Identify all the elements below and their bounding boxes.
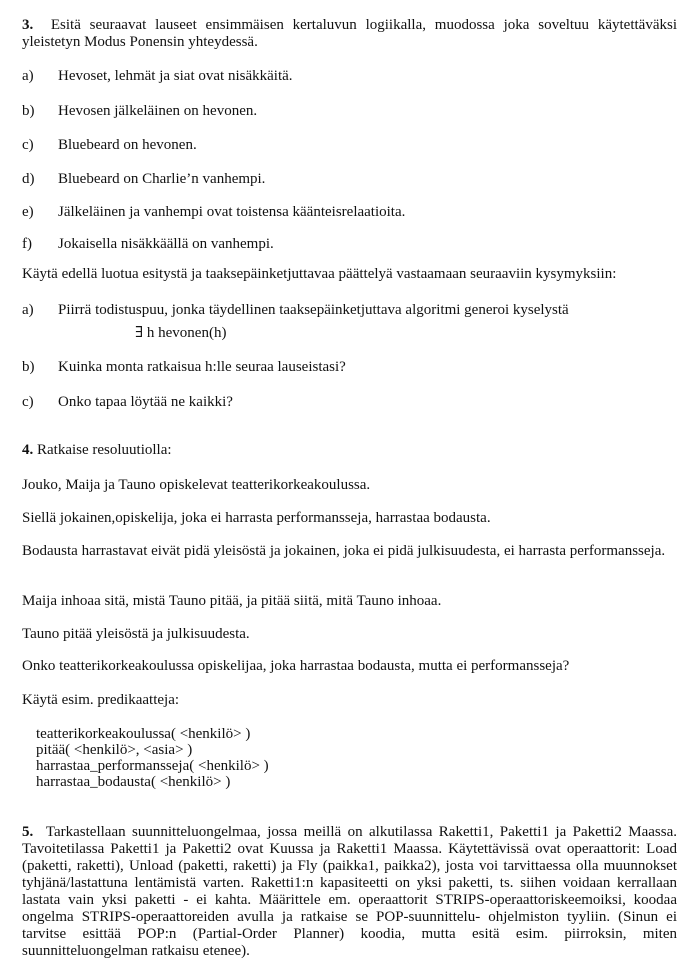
statement-label: a) <box>22 68 34 84</box>
statement-f <box>22 236 274 253</box>
statement-text: Hevosen jälkeläinen on hevonen. <box>58 103 258 119</box>
statement-text: Bluebeard on hevonen. <box>58 137 197 153</box>
section-4-paragraph: Tauno pitää yleisöstä ja julkisuudesta. <box>22 626 250 642</box>
section-4-paragraph: Siellä jokainen,opiskelija, joka ei harrasta performansseja, harrastaa bodausta. <box>22 510 491 526</box>
statement-c <box>22 137 197 154</box>
statement-label: d) <box>22 171 35 187</box>
statement-label: f) <box>22 236 32 252</box>
section-4-number: 4. <box>22 442 34 458</box>
statement-b <box>22 103 257 120</box>
section-3-intro-text: Esitä seuraavat lauseet ensimmäisen kertaluvun logiikalla, muodossa joka soveltuu käytettäväksi yleistetyn Modus Ponensin yhteydessä. <box>22 17 677 50</box>
section-3-number: 3. <box>22 17 34 33</box>
section-5-number: 5. <box>22 824 34 840</box>
predicate-list <box>36 726 269 790</box>
statement-a <box>22 68 293 85</box>
question-c <box>22 394 233 411</box>
statement-d <box>22 171 265 188</box>
section-4-paragraph: Onko teatterikorkeakoulussa opiskelijaa, joka harrastaa bodausta, mutta ei performansseja? <box>22 658 570 674</box>
section-3-intro <box>22 17 677 51</box>
question-label: b) <box>22 359 35 375</box>
usage-instruction: Käytä edellä luotua esitystä ja taaksepäinketjuttavaa päättelyä vastaamaan seuraaviin kysymyksiin: <box>22 266 617 282</box>
section-5-text <box>22 824 677 960</box>
predicate-item: teatterikorkeakoulussa( <henkilö> ) <box>36 726 251 742</box>
question-text: Kuinka monta ratkaisua h:lle seuraa lauseistasi? <box>58 359 346 375</box>
query-formula: ∃ h hevonen(h) <box>135 325 227 341</box>
question-a <box>22 302 569 319</box>
section-4-heading <box>22 442 172 459</box>
question-text: Onko tapaa löytää ne kaikki? <box>58 394 233 410</box>
statement-text: Jälkeläinen ja vanhempi ovat toistensa käänteisrelaatioita. <box>58 204 406 220</box>
statement-label: e) <box>22 204 34 220</box>
section-4-paragraph: Käytä esim. predikaatteja: <box>22 692 180 708</box>
statement-text: Bluebeard on Charlie’n vanhempi. <box>58 171 266 187</box>
statement-text: Jokaisella nisäkkäällä on vanhempi. <box>58 236 274 252</box>
statement-text: Hevoset, lehmät ja siat ovat nisäkkäitä. <box>58 68 293 84</box>
statement-label: b) <box>22 103 35 119</box>
statement-e <box>22 204 405 221</box>
section-4-title: Ratkaise resoluutiolla: <box>37 442 172 458</box>
statement-label: c) <box>22 137 34 153</box>
predicate-item: harrastaa_bodausta( <henkilö> ) <box>36 774 231 790</box>
question-label: a) <box>22 302 34 318</box>
question-b <box>22 359 346 376</box>
section-4-paragraph: Jouko, Maija ja Tauno opiskelevat teatterikorkeakoulussa. <box>22 477 371 493</box>
question-text: Piirrä todistuspuu, jonka täydellinen taaksepäinketjuttava algoritmi generoi kyselystä <box>58 302 569 318</box>
predicate-item: pitää( <henkilö>, <asia> ) <box>36 742 193 758</box>
question-label: c) <box>22 394 34 410</box>
predicate-item: harrastaa_performansseja( <henkilö> ) <box>36 758 269 774</box>
section-4-paragraph: Bodausta harrastavat eivät pidä yleisöstä ja jokainen, joka ei pidä julkisuudesta, ei harrasta performansseja. <box>22 543 666 559</box>
section-5-body: Tarkastellaan suunnitteluongelmaa, jossa meillä on alkutilassa Raketti1, Paketti1 ja Paketti2 Maassa. Tavoitetilassa Paketti1 ja Paketti2 ovat Kuussa ja Raketti1 Maassa. Käytettävissä ovat operaattorit: Load (paketti, raketti), Unload (paketti, raketti) ja Fly (paikka1, paikka2), josta voi tarvittaessa olla muunnokset tyhjänä/lastattuna lentämistä varten. Raketti1:n kapasiteetti on yksi paketti, ts. siihen voidaan kerrallaan lastata vain yksi paketti - ei kahta. Määrittele em. operaattorit STRIPS-operaattoriskeemoiksi, koodaa ongelma STRIPS-operaattoreiden avulla ja ratkaise se POP-suunnittelu- ohjelmiston tyyliin. (Sinun ei tarvitse esittää POP:n (Partial-Order Planner) koodia, mutta esitä esim. piirroksin, miten suunnitteluongelman ratkaisu etenee). <box>22 824 678 959</box>
section-4-paragraph: Maija inhoaa sitä, mistä Tauno pitää, ja pitää siitä, mitä Tauno inhoaa. <box>22 593 442 609</box>
